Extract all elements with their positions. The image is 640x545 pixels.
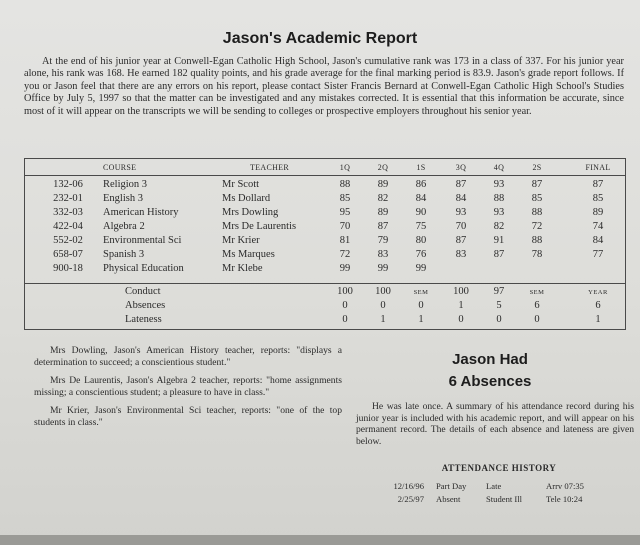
comment-dowling: Mrs Dowling, Jason's American History teacher, reports: "displays a determination to succeed; a conscientious student."	[34, 345, 342, 368]
grade-1q: 70	[339, 221, 351, 232]
grade-2q: 79	[377, 235, 389, 246]
comment-krier: Mr Krier, Jason's Environmental Sci teacher, reports: "one of the top students in class."	[34, 405, 342, 428]
attendance-type: Part Day	[436, 481, 467, 491]
summary-2q: 100	[375, 286, 391, 297]
grade-4q: 88	[493, 193, 505, 204]
course-code: 900-18	[53, 263, 83, 274]
summary-4q: 5	[496, 300, 502, 311]
grade-final: 89	[592, 207, 604, 218]
comment-de-laurentis: Mrs De Laurentis, Jason's Algebra 2 teacher, reports: "home assignments missing; a conscientious student; a pleasure to have in class."	[34, 375, 342, 398]
grade-2q: 99	[377, 263, 389, 274]
summary-final: 6	[595, 300, 601, 311]
course-code: 422-04	[53, 221, 83, 232]
grade-4q: 91	[493, 235, 505, 246]
grade-2s: 85	[531, 193, 543, 204]
header-3q: 3Q	[455, 163, 467, 172]
grade-1s: 99	[415, 263, 427, 274]
course-name: Environmental Sci	[103, 235, 182, 246]
grade-final: 84	[592, 235, 604, 246]
grade-1s: 86	[415, 179, 427, 190]
teacher-name: Ms Dollard	[222, 193, 271, 204]
teacher-name: Mr Scott	[222, 179, 260, 190]
grade-1q: 99	[339, 263, 351, 274]
grade-report-table	[24, 158, 626, 330]
grade-2s: 78	[531, 249, 543, 260]
grade-2q: 83	[377, 249, 389, 260]
attendance-note: Tele 10:24	[546, 494, 583, 504]
grade-final: 74	[592, 221, 604, 232]
course-name: Spanish 3	[103, 249, 145, 260]
grade-4q: 93	[493, 179, 505, 190]
table-row	[25, 263, 625, 276]
teacher-name: Mrs De Laurentis	[222, 221, 297, 232]
summary-label: Conduct	[125, 286, 161, 297]
attendance-entry	[376, 494, 616, 506]
summary-1s: 1	[418, 314, 424, 325]
course-code: 132-06	[53, 179, 83, 190]
grade-1s: 90	[415, 207, 427, 218]
grade-1s: 75	[415, 221, 427, 232]
grade-1q: 72	[339, 249, 351, 260]
grade-3q: 87	[455, 179, 467, 190]
header-teacher: TEACHER	[250, 163, 289, 172]
table-divider	[25, 283, 625, 284]
summary-3q: 1	[458, 300, 464, 311]
summary-4q: 97	[493, 286, 505, 297]
attendance-note: Arrv 07:35	[546, 481, 584, 491]
grade-2s: 72	[531, 221, 543, 232]
grade-3q: 87	[455, 235, 467, 246]
attendance-history-title: ATTENDANCE HISTORY	[441, 463, 557, 473]
summary-1s: SEM	[413, 289, 429, 296]
grade-3q: 70	[455, 221, 467, 232]
summary-2s: 6	[534, 300, 540, 311]
grade-4q: 93	[493, 207, 505, 218]
teacher-name: Mr Klebe	[222, 263, 263, 274]
course-name: American History	[103, 207, 179, 218]
summary-row	[25, 300, 625, 313]
table-row	[25, 207, 625, 220]
header-2s: 2S	[532, 163, 542, 172]
summary-2s: SEM	[529, 289, 545, 296]
summary-2q: 1	[380, 314, 386, 325]
summary-1s: 0	[418, 300, 424, 311]
header-1q: 1Q	[339, 163, 351, 172]
header-course: COURSE	[103, 163, 137, 172]
attendance-reason: Late	[486, 481, 502, 491]
summary-1q: 0	[342, 300, 348, 311]
summary-1q: 0	[342, 314, 348, 325]
teacher-name: Mr Krier	[222, 235, 260, 246]
summary-1q: 100	[337, 286, 353, 297]
table-row	[25, 179, 625, 192]
grade-final: 77	[592, 249, 604, 260]
header-1s: 1S	[416, 163, 426, 172]
summary-final: 1	[595, 314, 601, 325]
course-name: Religion 3	[103, 179, 148, 190]
teacher-name: Mrs Dowling	[222, 207, 279, 218]
summary-4q: 0	[496, 314, 502, 325]
grade-2q: 89	[377, 207, 389, 218]
attendance-type: Absent	[436, 494, 461, 504]
course-code: 232-01	[53, 193, 83, 204]
absence-headline-line2: 6 Absences	[448, 373, 532, 390]
grade-2s: 88	[531, 207, 543, 218]
grade-2q: 89	[377, 179, 389, 190]
summary-row	[25, 314, 625, 327]
course-code: 658-07	[53, 249, 83, 260]
grade-4q: 87	[493, 249, 505, 260]
summary-2q: 0	[380, 300, 386, 311]
grade-3q: 83	[455, 249, 467, 260]
summary-3q: 0	[458, 314, 464, 325]
grade-1q: 85	[339, 193, 351, 204]
attendance-reason: Student Ill	[486, 494, 523, 504]
grade-final: 87	[592, 179, 604, 190]
table-header	[25, 159, 625, 176]
course-code: 332-03	[53, 207, 83, 218]
attendance-entry	[376, 481, 616, 493]
grade-1q: 95	[339, 207, 351, 218]
grade-3q: 93	[455, 207, 467, 218]
summary-2s: 0	[534, 314, 540, 325]
grade-3q: 84	[455, 193, 467, 204]
summary-final: YEAR	[588, 289, 608, 296]
grade-final: 85	[592, 193, 604, 204]
table-row	[25, 221, 625, 234]
summary-3q: 100	[453, 286, 469, 297]
grade-2q: 82	[377, 193, 389, 204]
grade-1q: 81	[339, 235, 351, 246]
absence-headline-line1: Jason Had	[452, 351, 528, 368]
header-4q: 4Q	[493, 163, 505, 172]
attendance-date: 2/25/97	[397, 494, 424, 504]
absence-headline	[352, 349, 628, 393]
header-2q: 2Q	[377, 163, 389, 172]
summary-row	[25, 286, 625, 299]
intro-paragraph: At the end of his junior year at Conwell-Egan Catholic High School, Jason's cumulative rank was 173 in a class of 337. For his junior year alone, his rank was 168. He earned 182 quality points, and his grade average for the final marking period is 83.9. Jason's grade report follows. If you or Jason feel that there are any errors on his report, please contact Sister Francis Bernard at Conwell-Egan Catholic High School's Studies Office by July 5, 1997 so that the matter can be investigated and any mistakes corrected. It is essential that this information be accurate, since most of it will appear on the transcripts we will be sending to colleges or prospective employers throughout his senior year.	[24, 56, 624, 117]
table-row	[25, 249, 625, 262]
grade-2q: 87	[377, 221, 389, 232]
grade-4q: 82	[493, 221, 505, 232]
grade-2s: 87	[531, 179, 543, 190]
course-name: English 3	[103, 193, 143, 204]
course-name: Physical Education	[103, 263, 184, 274]
table-row	[25, 235, 625, 248]
grade-1q: 88	[339, 179, 351, 190]
course-name: Algebra 2	[103, 221, 145, 232]
course-code: 552-02	[53, 235, 83, 246]
attendance-summary: He was late once. A summary of his attendance record during his junior year is included with his academic report, and will appear on his permanent record. The details of each absence and lateness are given below.	[356, 401, 634, 447]
grade-1s: 76	[415, 249, 427, 260]
summary-label: Lateness	[125, 314, 162, 325]
grade-1s: 84	[415, 193, 427, 204]
page-title: Jason's Academic Report	[222, 30, 418, 47]
grade-2s: 88	[531, 235, 543, 246]
attendance-date: 12/16/96	[393, 481, 424, 491]
teacher-name: Ms Marques	[222, 249, 275, 260]
teacher-comments	[34, 345, 342, 436]
grade-1s: 80	[415, 235, 427, 246]
table-row	[25, 193, 625, 206]
summary-label: Absences	[125, 300, 166, 311]
header-final: FINAL	[585, 163, 611, 172]
